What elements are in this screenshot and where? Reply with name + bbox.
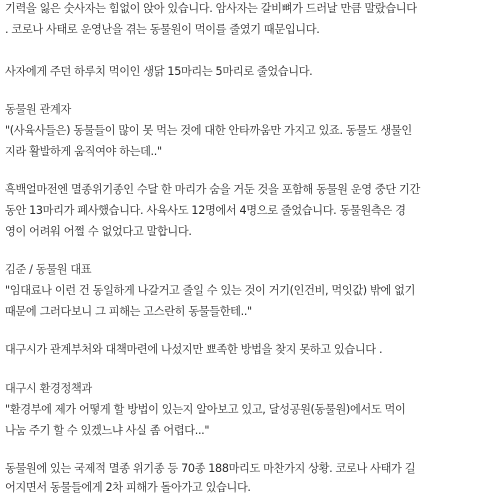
paragraph-line: 사자에게 주던 하루치 먹이인 생닭 15마리는 5마리로 줄었습니다. [5,65,313,78]
paragraph-line: 기력을 잃은 숫사자는 힘없이 앉아 있습니다. 암사자는 갈비뼈가 드러날 만큼 말랐습니다 [5,2,417,15]
quote-line: 지라 활발하게 움직여야 하는데.." [5,145,162,158]
speaker-label: 동물원 관계자 [5,103,71,116]
paragraph-line: 어지면서 동물들에게 2차 피해가 돌아가고 있습니다. [5,481,251,494]
quote-line: "환경부에 제가 어떻게 할 방법이 있는지 알아보고 있고, 달성공원(동물원)에서도 먹이 [5,403,406,416]
paragraph-line: . 코로나 사태로 운영난을 겪는 동물원이 먹이를 줄였기 때문입니다. [5,23,320,36]
quote-line: "(사육사들은) 동물들이 많이 못 먹는 것에 대한 안타까움만 가지고 있죠. 동물도 생물인 [5,124,412,137]
quote-line: 나눔 주기 할 수 있겠느냐 사실 좀 어렵다..." [5,424,210,437]
paragraph-line: 영이 어려워 어쩔 수 없었다고 말합니다. [5,225,192,238]
quote-line: 때문에 그러다보니 그 피해는 고스란히 동물들한테.." [5,305,252,318]
speaker-label: 김준 / 동물원 대표 [5,263,92,276]
speaker-label: 대구시 환경정책과 [5,382,92,395]
paragraph-line: 동물원에 있는 국제적 멸종 위기종 등 70종 188마리도 마찬가지 상황. 코로나 사태가 길 [5,462,416,475]
paragraph-line: 대구시가 관계부처와 대책마련에 나섰지만 뾰족한 방법을 찾지 못하고 있습니다 . [5,343,383,356]
paragraph-line: 흑백얼마전엔 멸종위기종인 수달 한 마리가 숨을 거둔 것을 포함해 동물원 운영 중단 기간 [5,183,420,196]
quote-line: "임대료나 이런 건 동일하게 나갈거고 줄일 수 있는 것이 거기(인건비, 먹잇값) 밖에 없기 [5,284,416,297]
paragraph-line: 동안 13마리가 폐사했습니다. 사육사도 12명에서 4명으로 줄었습니다. 동물원측은 경 [5,204,406,217]
